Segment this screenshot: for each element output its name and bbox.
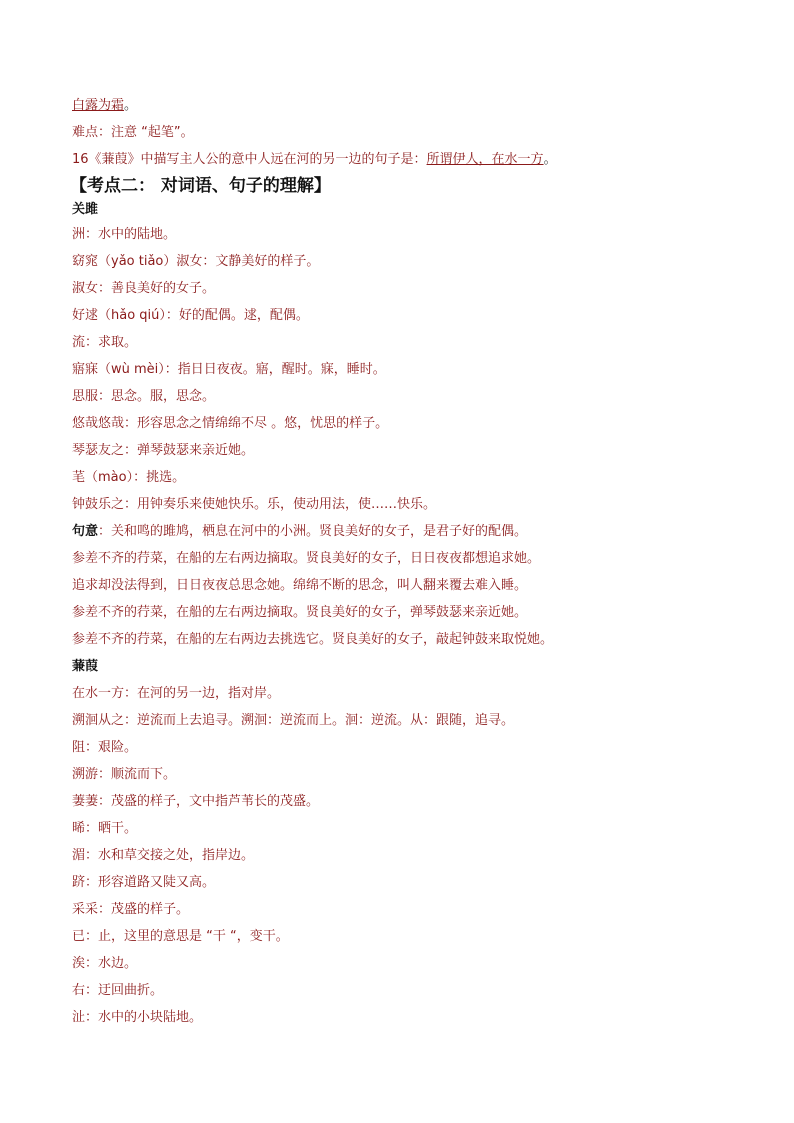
answer-text: 白露为霜 (72, 98, 125, 113)
juyi-line: 参差不齐的荇菜，在船的左右两边摘取。贤良美好的女子，日日夜夜都想追求她。 (72, 551, 541, 566)
list-item: 溯洄从之：逆流而上去追寻。溯洄：逆流而上。洄：逆流。从：跟随，追寻。 (72, 713, 515, 728)
list-item: 溯游：顺流而下。 (72, 767, 177, 782)
list-item: 好逑（hǎo qiú）：好的配偶。逑，配偶。 (72, 308, 309, 323)
list-item: 流：求取。 (72, 335, 138, 350)
list-item: 思服：思念。服，思念。 (72, 389, 216, 404)
list-item: 芼（mào）：挑选。 (72, 470, 186, 485)
juyi-line: 句意：关和鸣的雎鸠，栖息在河中的小洲。贤良美好的女子，是君子好的配偶。 (72, 524, 528, 539)
subsection-title-jianjia: 蒹葭 (72, 659, 99, 674)
list-item: 湄：水和草交接之处，指岸边。 (72, 848, 255, 863)
list-item: 窈窕（yǎo tiǎo）淑女：文静美好的样子。 (72, 254, 320, 269)
juyi-line: 追求却没法得到，日日夜夜总思念她。绵绵不断的思念，叫人翻来覆去难入睡。 (72, 578, 528, 593)
list-item: 晞：晒干。 (72, 821, 138, 836)
juyi-line: 参差不齐的荇菜，在船的左右两边去挑选它。贤良美好的女子，敲起钟鼓来取悦她。 (72, 632, 554, 647)
section-heading: 【考点二： 对词语、句子的理解】 (70, 176, 331, 196)
list-item: 已：止，这里的意思是 “干 “，变干。 (72, 929, 289, 944)
list-item: 右：迂回曲折。 (72, 983, 164, 998)
list-item: 寤寐（wù mèi）：指日日夜夜。寤，醒时。寐，睡时。 (72, 362, 386, 377)
juyi-line: 参差不齐的荇菜，在船的左右两边摘取。贤良美好的女子，弹琴鼓瑟来亲近她。 (72, 605, 528, 620)
list-item: 涘：水边。 (72, 956, 138, 971)
list-item: 采采：茂盛的样子。 (72, 902, 190, 917)
list-item: 跻：形容道路又陡又高。 (72, 875, 216, 890)
list-item: 钟鼓乐之：用钟奏乐来使她快乐。乐，使动用法，使……快乐。 (72, 497, 437, 512)
juyi-label: 句意 (72, 524, 99, 539)
list-item: 淑女：善良美好的女子。 (72, 281, 216, 296)
list-item: 萋萋：茂盛的样子，文中指芦苇长的茂盛。 (72, 794, 320, 809)
answer-text: 所谓伊人，在水一方 (426, 152, 544, 167)
list-item: 琴瑟友之：弹琴鼓瑟来亲近她。 (72, 443, 255, 458)
subsection-title-guanju: 关雎 (72, 202, 99, 217)
list-item: 沚：水中的小块陆地。 (72, 1010, 203, 1025)
line-baiwei: 白露为霜。 (72, 98, 138, 113)
document-page (72, 92, 752, 1031)
question-16: 16《蒹葭》中描写主人公的意中人远在河的另一边的句子是：所谓伊人，在水一方。 (72, 152, 557, 167)
list-item: 在水一方：在河的另一边，指对岸。 (72, 686, 281, 701)
list-item: 阻：艰险。 (72, 740, 138, 755)
difficulty-note: 难点：注意 “起笔”。 (72, 125, 194, 140)
list-item: 洲：水中的陆地。 (72, 227, 177, 242)
list-item: 悠哉悠哉：形容思念之情绵绵不尽 。悠，忧思的样子。 (72, 416, 389, 431)
